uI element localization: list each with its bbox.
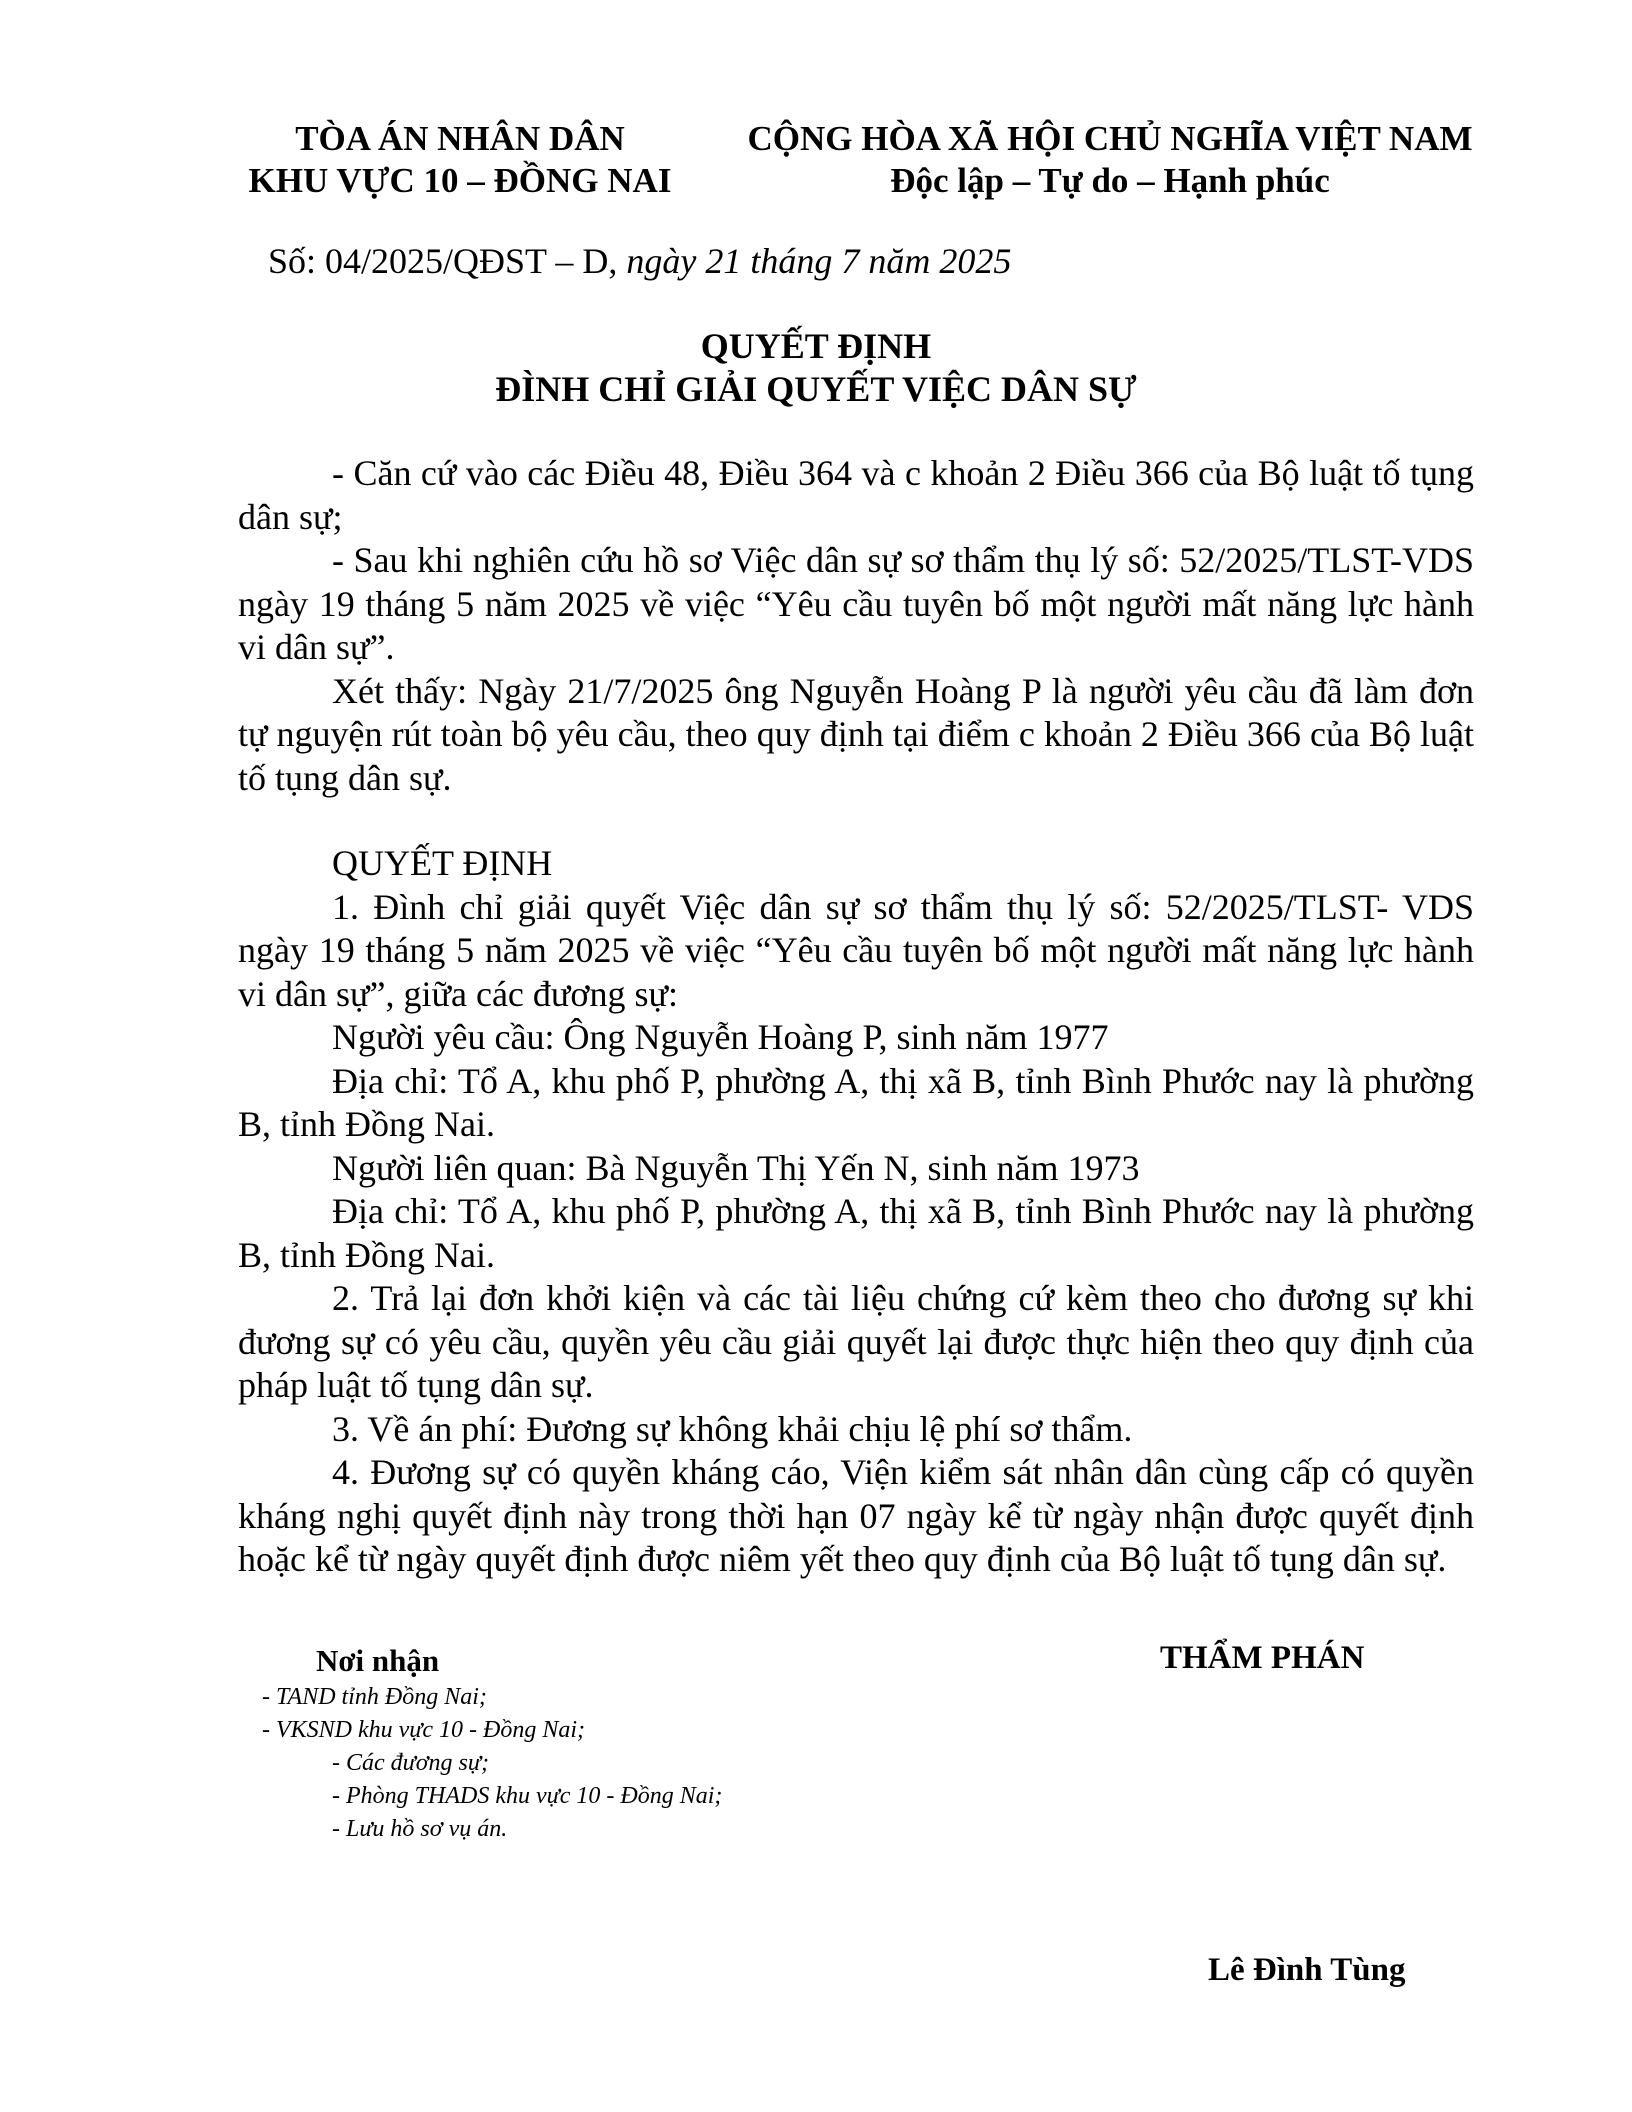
document-number-line [268,240,1011,282]
court-name: TÒA ÁN NHÂN DÂN [295,119,625,158]
decision-heading: QUYẾT ĐỊNH [332,843,553,883]
recipients-title: Nơi nhận [316,1643,440,1678]
recipient-item: - Lưu hồ sơ vụ án. [332,1816,508,1842]
recipient-item: - VKSND khu vực 10 - Đồng Nai; [262,1717,586,1743]
national-header [740,118,1480,202]
related-party-address: Địa chỉ: Tổ A, khu phố P, phường A, thị xã B, tỉnh Bình Phước nay là phường B, tỉnh Đồng Nai. [238,1191,1474,1275]
decision-item-2: 2. Trả lại đơn khởi kiện và các tài liệu chứng cứ kèm theo cho đương sự khi đương sự có yêu cầu, quyền yêu cầu giải quyết lại được thực hiện theo quy định của pháp luật tố tụng dân sự. [238,1278,1474,1405]
requester-address: Địa chỉ: Tổ A, khu phố P, phường A, thị xã B, tỉnh Bình Phước nay là phường B, tỉnh Đồng Nai. [238,1060,1474,1144]
document-body [238,452,1474,1582]
decision-item-4: 4. Đương sự có quyền kháng cáo, Viện kiểm sát nhân dân cùng cấp có quyền kháng nghị quyết định này trong thời hạn 07 ngày kể từ ngày nhận được quyết định hoặc kể từ ngày quyết định được niêm yết theo quy định của Bộ luật tố tụng dân sự. [238,1452,1474,1579]
court-header [230,118,690,202]
related-party-info: Người liên quan: Bà Nguyễn Thị Yến N, sinh năm 1973 [332,1147,1140,1188]
document-date: ngày 21 tháng 7 năm 2025 [626,241,1012,281]
national-motto: Độc lập – Tự do – Hạnh phúc [890,161,1330,200]
decision-subtitle: ĐÌNH CHỈ GIẢI QUYẾT VIỆC DÂN SỰ [495,369,1137,409]
decision-item-3: 3. Về án phí: Đương sự không khải chịu lệ phí sơ thẩm. [332,1408,1133,1449]
judge-name: Lê Đình Tùng [1208,1952,1406,1988]
document-number: Số: 04/2025/QĐST – D, [268,241,618,281]
decision-title: QUYẾT ĐỊNH [700,326,932,366]
recipient-item: - Các đương sự; [332,1750,489,1776]
decision-item-1: 1. Đình chỉ giải quyết Việc dân sự sơ thẩm thụ lý số: 52/2025/TLST- VDS ngày 19 tháng 5 năm 2025 về việc “Yêu cầu tuyên bố một người mất năng lực hành vi dân sự”, giữa các đương sự: [238,886,1474,1014]
recipient-item: - Phòng THADS khu vực 10 - Đồng Nai; [332,1783,723,1809]
basis-paragraph-2: - Sau khi nghiên cứu hồ sơ Việc dân sự sơ thẩm thụ lý số: 52/2025/TLST-VDS ngày 19 tháng 5 năm 2025 về việc “Yêu cầu tuyên bố một người mất năng lực hành vi dân sự”. [238,540,1474,667]
basis-paragraph-1: - Căn cứ vào các Điều 48, Điều 364 và c khoản 2 Điều 366 của Bộ luật tố tụng dân sự; [238,453,1474,537]
national-name: CỘNG HÒA XÃ HỘI CHỦ NGHĨA VIỆT NAM [747,119,1473,158]
consideration-paragraph: Xét thấy: Ngày 21/7/2025 ông Nguyễn Hoàng P là người yêu cầu đã làm đơn tự nguyện rút toàn bộ yêu cầu, theo quy định tại điểm c khoản 2 Điều 366 của Bộ luật tố tụng dân sự. [238,670,1474,798]
recipient-item: - TAND tỉnh Đồng Nai; [262,1684,487,1710]
judge-title: THẨM PHÁN [1160,1640,1365,1676]
requester-info: Người yêu cầu: Ông Nguyễn Hoàng P, sinh năm 1977 [332,1017,1109,1057]
court-region: KHU VỰC 10 – ĐỒNG NAI [248,161,672,200]
